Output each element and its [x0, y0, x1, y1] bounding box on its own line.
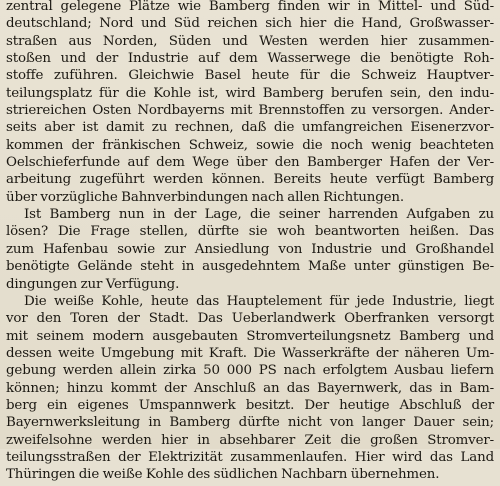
text-line: zentral gelegene Plätze wie Bamberg finden wir in Mittel- und Süd-	[6, 0, 494, 14]
text-line: vor den Toren der Stadt. Das Ueberlandwerk Oberfranken versorgt	[6, 311, 494, 327]
text-line: dingungen zur Verfügung.	[6, 276, 180, 292]
text-line: stoffe zuführen. Gleichwie Basel heute für die Schweiz Hauptver-	[6, 68, 494, 84]
text-line: Ist Bamberg nun in der Lage, die seiner harrenden Aufgaben zu	[24, 207, 494, 223]
text-line: Thüringen die weiße Kohle des südlichen Nachbarn übernehmen.	[6, 467, 440, 483]
text-line: seits aber ist damit zu rechnen, daß die umfangreichen Eisenerzvor-	[6, 120, 494, 136]
text-line: zum Hafenbau sowie zur Ansiedlung von Industrie und Großhandel	[6, 241, 494, 257]
text-line: straßen aus Norden, Süden und Westen werden hier zusammen-	[6, 33, 494, 49]
text-line: teilungsplatz für die Kohle ist, wird Bamberg berufen sein, den indu-	[6, 85, 494, 101]
text-line: Bayernwerksleitung in Bamberg dürfte nicht von langer Dauer sein;	[6, 415, 494, 431]
paragraph-1	[6, 0, 494, 206]
text-line: mit seinem modern ausgebauten Stromverteilungsnetz Bamberg und	[6, 328, 494, 344]
text-line: Oelschieferfunde auf dem Wege über den Bamberger Hafen der Ver-	[6, 155, 494, 171]
text-line: arbeitung zugeführt werden können. Bereits heute verfügt Bamberg	[6, 172, 494, 188]
text-line: Die weiße Kohle, heute das Hauptelement für jede Industrie, liegt	[24, 293, 494, 309]
text-line: stoßen und der Industrie auf dem Wasserwege die benötigte Roh-	[6, 51, 494, 67]
text-line: dessen weite Umgebung mit Kraft. Die Wasserkräfte der näheren Um-	[6, 345, 494, 361]
text-line: lösen? Die Frage stellen, dürfte sie woh beantworten heißen. Das	[6, 224, 494, 240]
text-line: berg ein eigenes Umspannwerk besitzt. Der heutige Abschluß der	[6, 397, 494, 413]
text-line: striereichen Osten Nordbayerns mit Brennstoffen zu versorgen. Ander-	[6, 103, 494, 119]
text-line: zweifelsohne werden hier in absehbarer Zeit die großen Stromver-	[6, 432, 494, 448]
paragraph-3	[6, 293, 494, 484]
text-line: können; hinzu kommt der Anschluß an das Bayernwerk, das in Bam-	[6, 380, 494, 396]
text-line: teilungsstraßen der Elektrizität zusammenlaufen. Hier wird das Land	[6, 449, 494, 465]
text-line: benötigte Gelände steht in ausgedehntem Maße unter günstigen Be-	[6, 259, 494, 275]
text-line: über vorzügliche Bahnverbindungen nach allen Richtungen.	[6, 189, 405, 205]
paragraph-2	[6, 206, 494, 293]
text-line: gebung werden allein zirka 50 000 PS nach erfolgtem Ausbau liefern	[6, 363, 494, 379]
text-line: kommen der fränkischen Schweiz, sowie die noch wenig beachteten	[6, 137, 494, 153]
text-line: deutschland; Nord und Süd reichen sich hier die Hand, Großwasser-	[6, 16, 494, 32]
